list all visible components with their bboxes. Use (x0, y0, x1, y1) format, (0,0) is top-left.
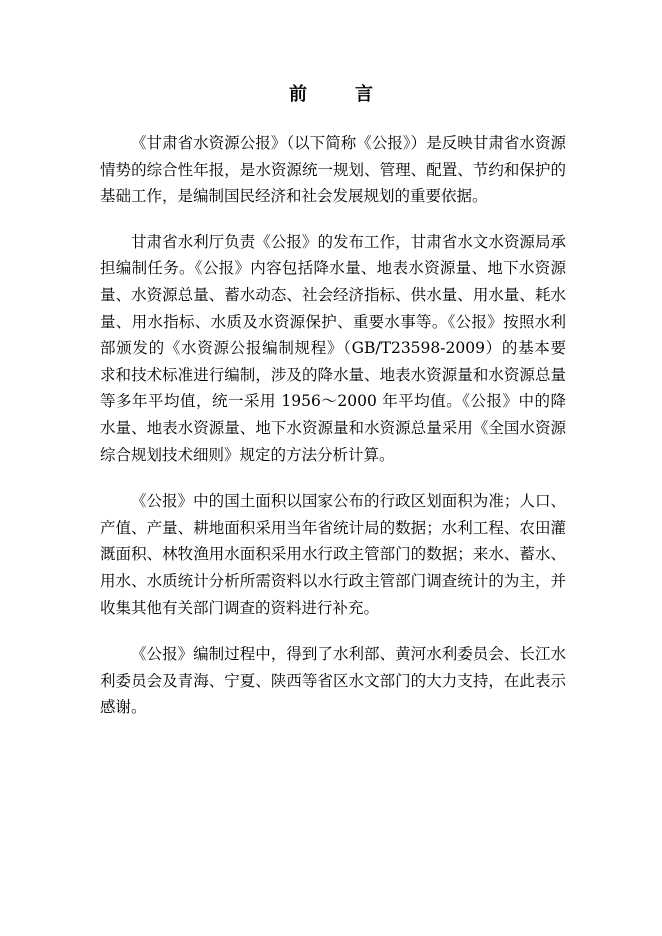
paragraph-1: 《甘肃省水资源公报》（以下简称《公报》）是反映甘肃省水资源情势的综合性年报，是水资源统一规划、管理、配置、节约和保护的基础工作，是编制国民经济和社会发展规划的重要依据。 (100, 134, 566, 206)
title-char-1: 前 (289, 84, 307, 105)
paragraph-2: 甘肃省水利厅负责《公报》的发布工作，甘肃省水文水资源局承担编制任务。《公报》内容包括降水量、地表水资源量、地下水资源量、水资源总量、蓄水动态、社会经济指标、供水量、用水量、耗水量、用水指标、水质及水资源保护、重要水事等。《公报》按照水利部颁发的《水资源公报编制规程》（GB/T23598-2009）的基本要求和技术标准进行编制，涉及的降水量、地表水资源量和水资源总量等多年平均值，统一采用 1956～2000 年平均值。《公报》中的降水量、地表水资源量、地下水资源量和水资源总量采用《全国水资源综合规划技术细则》规定的方法分析计算。 (100, 232, 566, 464)
page-title (0, 80, 662, 106)
preface-body (100, 130, 566, 741)
paragraph-4: 《公报》编制过程中，得到了水利部、黄河水利委员会、长江水利委员会及青海、宁夏、陕西等省区水文部门的大力支持，在此表示感谢。 (100, 645, 566, 717)
title-char-2: 言 (355, 84, 373, 105)
paragraph-3: 《公报》中的国土面积以国家公布的行政区划面积为准；人口、产值、产量、耕地面积采用当年省统计局的数据；水利工程、农田灌溉面积、林牧渔用水面积采用水行政主管部门的数据；来水、蓄水、用水、水质统计分析所需资料以水行政主管部门调查统计的为主，并收集其他有关部门调查的资料进行补充。 (100, 492, 566, 617)
